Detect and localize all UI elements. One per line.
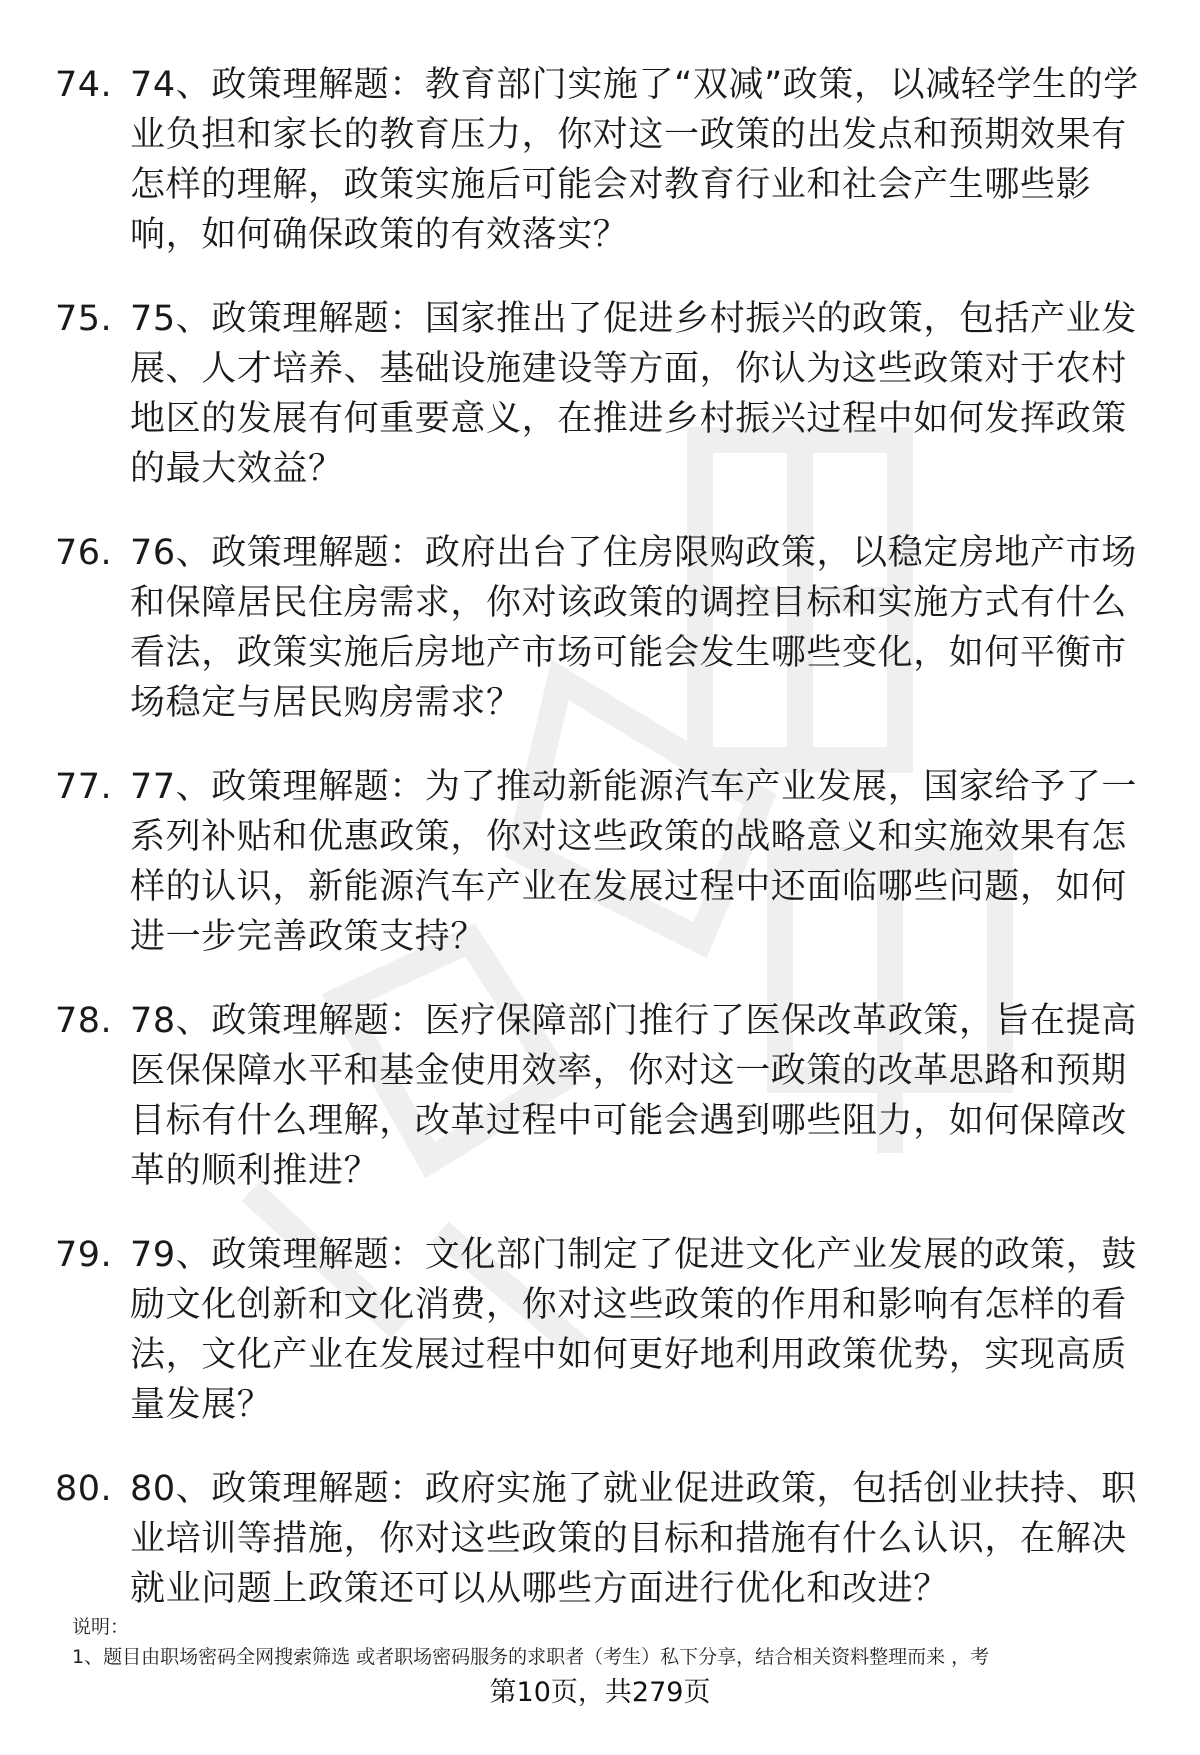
question-item [0, 984, 1200, 1218]
notes-heading: 说明： [72, 1616, 130, 1638]
question-text: 74、政策理解题：教育部门实施了“双减”政策，以减轻学生的学业负担和家长的教育压力，你对这一政策的出发点和预期效果有怎样的理解，政策实施后可能会对教育行业和社会产生哪些影响，如何确保政策的有效落实？ [130, 65, 1139, 255]
notes-line: 1、题目由职场密码全网搜索筛选 或者职场密码服务的求职者（考生）私下分享，结合相关资料整理而来 ，考 [72, 1646, 990, 1668]
question-item [0, 750, 1200, 984]
question-text: 78、政策理解题：医疗保障部门推行了医保改革政策，旨在提高医保保障水平和基金使用效率，你对这一政策的改革思路和预期目标有什么理解，改革过程中可能会遇到哪些阻力，如何保障改革的顺利推进？ [130, 1001, 1137, 1191]
question-item [0, 282, 1200, 516]
question-item [0, 516, 1200, 750]
question-number: 76. [55, 533, 113, 573]
question-text: 79、政策理解题：文化部门制定了促进文化产业发展的政策，鼓励文化创新和文化消费，你对这些政策的作用和影响有怎样的看法，文化产业在发展过程中如何更好地利用政策优势，实现高质量发展？ [130, 1235, 1137, 1425]
question-item [0, 48, 1200, 282]
question-item [0, 1218, 1200, 1452]
question-number: 78. [55, 1001, 113, 1041]
question-number: 77. [55, 767, 113, 807]
question-text: 75、政策理解题：国家推出了促进乡村振兴的政策，包括产业发展、人才培养、基础设施建设等方面，你认为这些政策对于农村地区的发展有何重要意义，在推进乡村振兴过程中如何发挥政策的最大效益？ [130, 299, 1137, 489]
question-number: 80. [55, 1469, 113, 1509]
question-text: 77、政策理解题：为了推动新能源汽车产业发展，国家给予了一系列补贴和优惠政策，你对这些政策的战略意义和实施效果有怎样的认识，新能源汽车产业在发展过程中还面临哪些问题，如何进一步完善政策支持？ [130, 767, 1137, 957]
question-number: 75. [55, 299, 113, 339]
question-number: 74. [55, 65, 113, 105]
page-indicator: 第10页，共279页 [489, 1677, 711, 1708]
notes-section [72, 1612, 1172, 1672]
question-text: 80、政策理解题：政府实施了就业促进政策，包括创业扶持、职业培训等措施，你对这些政策的目标和措施有什么认识，在解决就业问题上政策还可以从哪些方面进行优化和改进？ [130, 1469, 1137, 1609]
question-text: 76、政策理解题：政府出台了住房限购政策，以稳定房地产市场和保障居民住房需求，你对该政策的调控目标和实施方式有什么看法，政策实施后房地产市场可能会发生哪些变化，如何平衡市场稳定与居民购房需求？ [130, 533, 1137, 723]
question-number: 79. [55, 1235, 113, 1275]
question-list [0, 48, 1200, 1686]
